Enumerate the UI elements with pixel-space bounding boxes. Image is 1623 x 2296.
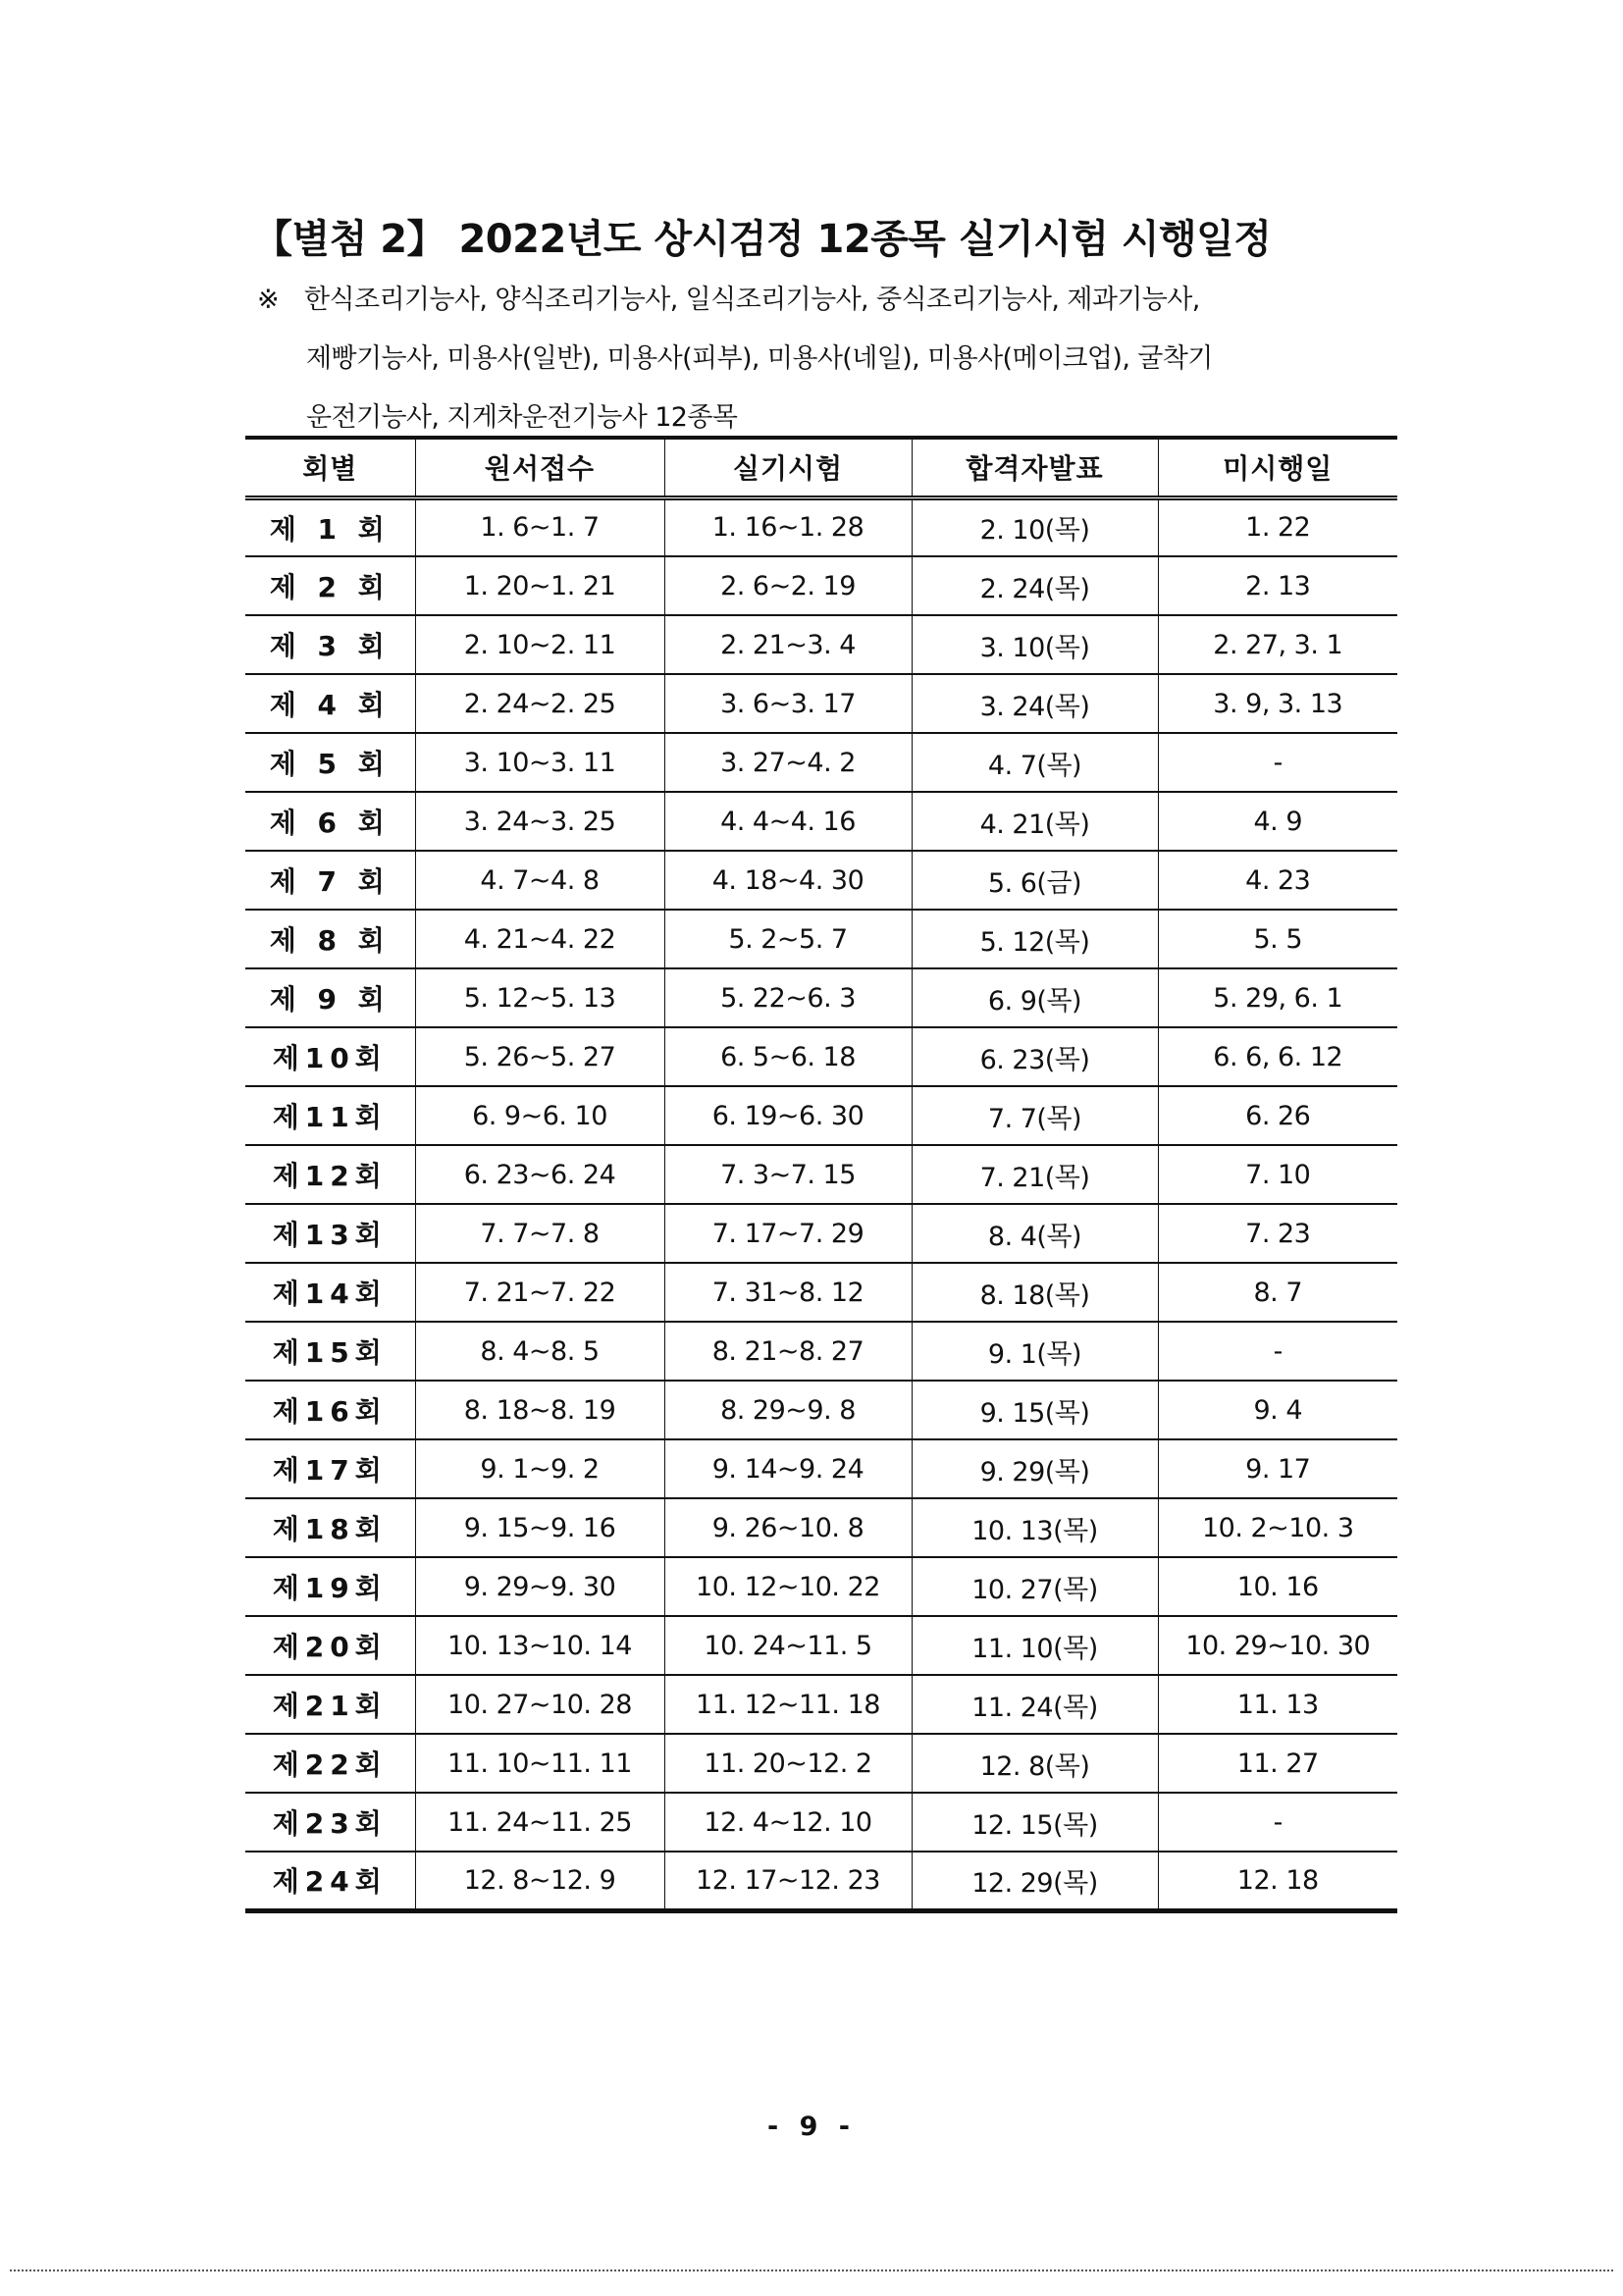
cell-practical-exam: 4. 18~4. 30 xyxy=(664,851,912,910)
cell-practical-exam: 11. 20~12. 2 xyxy=(664,1734,912,1793)
cell-results: 7. 21(목) xyxy=(912,1145,1158,1204)
header-round: 회별 xyxy=(245,438,415,497)
cell-application: 2. 10~2. 11 xyxy=(415,615,664,674)
cell-no-exam-days: 11. 27 xyxy=(1158,1734,1397,1793)
cell-application: 11. 10~11. 11 xyxy=(415,1734,664,1793)
cell-results: 2. 10(목) xyxy=(912,497,1158,556)
table-row xyxy=(245,1204,1397,1263)
table-row xyxy=(245,1852,1397,1910)
table-row xyxy=(245,1381,1397,1439)
cell-no-exam-days: 4. 9 xyxy=(1158,792,1397,851)
header-no-exam-days: 미시행일 xyxy=(1158,438,1397,497)
cell-no-exam-days: 6. 26 xyxy=(1158,1086,1397,1145)
table-row xyxy=(245,910,1397,968)
table-row xyxy=(245,1616,1397,1675)
cell-no-exam-days: 6. 6, 6. 12 xyxy=(1158,1027,1397,1086)
cell-round: 제18회 xyxy=(245,1498,415,1557)
cell-round: 제17회 xyxy=(245,1439,415,1498)
cell-practical-exam: 7. 3~7. 15 xyxy=(664,1145,912,1204)
cell-application: 3. 24~3. 25 xyxy=(415,792,664,851)
cell-application: 2. 24~2. 25 xyxy=(415,674,664,733)
cell-application: 12. 8~12. 9 xyxy=(415,1852,664,1910)
table-row xyxy=(245,851,1397,910)
cell-no-exam-days: 9. 4 xyxy=(1158,1381,1397,1439)
cell-results: 3. 24(목) xyxy=(912,674,1158,733)
cell-no-exam-days: - xyxy=(1158,1322,1397,1381)
note-block xyxy=(257,271,1444,447)
table-row xyxy=(245,1675,1397,1734)
cell-application: 9. 1~9. 2 xyxy=(415,1439,664,1498)
cell-application: 1. 20~1. 21 xyxy=(415,556,664,615)
table-row xyxy=(245,1145,1397,1204)
cell-no-exam-days: 11. 13 xyxy=(1158,1675,1397,1734)
cell-application: 11. 24~11. 25 xyxy=(415,1793,664,1852)
cell-practical-exam: 7. 31~8. 12 xyxy=(664,1263,912,1322)
cell-practical-exam: 8. 29~9. 8 xyxy=(664,1381,912,1439)
cell-practical-exam: 6. 5~6. 18 xyxy=(664,1027,912,1086)
cell-round: 제23회 xyxy=(245,1793,415,1852)
schedule-table xyxy=(245,436,1397,1913)
cell-results: 8. 18(목) xyxy=(912,1263,1158,1322)
header-practical-exam: 실기시험 xyxy=(664,438,912,497)
cell-application: 3. 10~3. 11 xyxy=(415,733,664,792)
table-row xyxy=(245,497,1397,556)
table-row xyxy=(245,556,1397,615)
header-results: 합격자발표 xyxy=(912,438,1158,497)
cell-no-exam-days: 5. 29, 6. 1 xyxy=(1158,968,1397,1027)
cell-practical-exam: 7. 17~7. 29 xyxy=(664,1204,912,1263)
cell-results: 3. 10(목) xyxy=(912,615,1158,674)
cell-practical-exam: 2. 21~3. 4 xyxy=(664,615,912,674)
table-row xyxy=(245,1734,1397,1793)
cell-results: 6. 9(목) xyxy=(912,968,1158,1027)
note-line-3: 운전기능사, 지게차운전기능사 12종목 xyxy=(306,402,738,433)
cell-round: 제12회 xyxy=(245,1145,415,1204)
cell-no-exam-days: 10. 16 xyxy=(1158,1557,1397,1616)
cell-results: 8. 4(목) xyxy=(912,1204,1158,1263)
table-row xyxy=(245,1557,1397,1616)
cell-round: 제15회 xyxy=(245,1322,415,1381)
cell-practical-exam: 10. 24~11. 5 xyxy=(664,1616,912,1675)
note-line-2: 제빵기능사, 미용사(일반), 미용사(피부), 미용사(네일), 미용사(메이크업), 굴착기 xyxy=(306,343,1213,374)
cell-round: 제 1 회 xyxy=(245,497,415,556)
cell-round: 제14회 xyxy=(245,1263,415,1322)
cell-practical-exam: 3. 27~4. 2 xyxy=(664,733,912,792)
cell-practical-exam: 1. 16~1. 28 xyxy=(664,497,912,556)
cell-application: 9. 15~9. 16 xyxy=(415,1498,664,1557)
cell-practical-exam: 10. 12~10. 22 xyxy=(664,1557,912,1616)
table-row xyxy=(245,792,1397,851)
cell-application: 4. 21~4. 22 xyxy=(415,910,664,968)
cell-practical-exam: 2. 6~2. 19 xyxy=(664,556,912,615)
cell-practical-exam: 12. 17~12. 23 xyxy=(664,1852,912,1910)
cell-no-exam-days: 1. 22 xyxy=(1158,497,1397,556)
cell-round: 제 7 회 xyxy=(245,851,415,910)
cell-no-exam-days: - xyxy=(1158,733,1397,792)
cell-results: 9. 29(목) xyxy=(912,1439,1158,1498)
note-line-1: 한식조리기능사, 양식조리기능사, 일식조리기능사, 중식조리기능사, 제과기능사, xyxy=(304,285,1200,315)
cell-results: 4. 21(목) xyxy=(912,792,1158,851)
cell-results: 6. 23(목) xyxy=(912,1027,1158,1086)
table-row xyxy=(245,1498,1397,1557)
cell-results: 7. 7(목) xyxy=(912,1086,1158,1145)
cell-round: 제 5 회 xyxy=(245,733,415,792)
cell-no-exam-days: 2. 13 xyxy=(1158,556,1397,615)
cell-no-exam-days: 10. 29~10. 30 xyxy=(1158,1616,1397,1675)
cell-results: 9. 1(목) xyxy=(912,1322,1158,1381)
header-application: 원서접수 xyxy=(415,438,664,497)
cell-no-exam-days: 3. 9, 3. 13 xyxy=(1158,674,1397,733)
cell-round: 제 6 회 xyxy=(245,792,415,851)
cell-results: 11. 24(목) xyxy=(912,1675,1158,1734)
cell-no-exam-days: 7. 10 xyxy=(1158,1145,1397,1204)
table-row xyxy=(245,615,1397,674)
table-row xyxy=(245,1027,1397,1086)
cell-round: 제 4 회 xyxy=(245,674,415,733)
cell-practical-exam: 11. 12~11. 18 xyxy=(664,1675,912,1734)
cell-practical-exam: 5. 2~5. 7 xyxy=(664,910,912,968)
cell-practical-exam: 4. 4~4. 16 xyxy=(664,792,912,851)
cell-no-exam-days: 4. 23 xyxy=(1158,851,1397,910)
cell-application: 5. 12~5. 13 xyxy=(415,968,664,1027)
cell-application: 7. 21~7. 22 xyxy=(415,1263,664,1322)
cell-application: 6. 9~6. 10 xyxy=(415,1086,664,1145)
table-row xyxy=(245,733,1397,792)
cell-results: 2. 24(목) xyxy=(912,556,1158,615)
cell-no-exam-days: 12. 18 xyxy=(1158,1852,1397,1910)
table-header-row xyxy=(245,438,1397,497)
cell-no-exam-days: 5. 5 xyxy=(1158,910,1397,968)
cell-application: 4. 7~4. 8 xyxy=(415,851,664,910)
table-row xyxy=(245,1793,1397,1852)
cell-round: 제22회 xyxy=(245,1734,415,1793)
cell-results: 5. 12(목) xyxy=(912,910,1158,968)
scan-artifact-line xyxy=(10,2270,1613,2271)
table-row xyxy=(245,1086,1397,1145)
cell-no-exam-days: 7. 23 xyxy=(1158,1204,1397,1263)
cell-practical-exam: 9. 14~9. 24 xyxy=(664,1439,912,1498)
cell-results: 10. 27(목) xyxy=(912,1557,1158,1616)
cell-results: 12. 8(목) xyxy=(912,1734,1158,1793)
cell-results: 12. 29(목) xyxy=(912,1852,1158,1910)
table-row xyxy=(245,1322,1397,1381)
cell-practical-exam: 9. 26~10. 8 xyxy=(664,1498,912,1557)
cell-round: 제16회 xyxy=(245,1381,415,1439)
cell-no-exam-days: 8. 7 xyxy=(1158,1263,1397,1322)
cell-application: 6. 23~6. 24 xyxy=(415,1145,664,1204)
cell-no-exam-days: 9. 17 xyxy=(1158,1439,1397,1498)
cell-results: 9. 15(목) xyxy=(912,1381,1158,1439)
table-row xyxy=(245,1263,1397,1322)
table-body xyxy=(245,497,1397,1910)
cell-round: 제 2 회 xyxy=(245,556,415,615)
cell-application: 9. 29~9. 30 xyxy=(415,1557,664,1616)
cell-application: 8. 4~8. 5 xyxy=(415,1322,664,1381)
cell-application: 5. 26~5. 27 xyxy=(415,1027,664,1086)
cell-results: 10. 13(목) xyxy=(912,1498,1158,1557)
reference-mark-icon: ※ xyxy=(257,285,280,315)
cell-no-exam-days: 10. 2~10. 3 xyxy=(1158,1498,1397,1557)
cell-no-exam-days: 2. 27, 3. 1 xyxy=(1158,615,1397,674)
cell-application: 10. 27~10. 28 xyxy=(415,1675,664,1734)
table-row xyxy=(245,1439,1397,1498)
cell-application: 10. 13~10. 14 xyxy=(415,1616,664,1675)
cell-round: 제 8 회 xyxy=(245,910,415,968)
note-line xyxy=(257,271,1444,330)
cell-application: 8. 18~8. 19 xyxy=(415,1381,664,1439)
cell-practical-exam: 12. 4~12. 10 xyxy=(664,1793,912,1852)
cell-practical-exam: 8. 21~8. 27 xyxy=(664,1322,912,1381)
cell-practical-exam: 3. 6~3. 17 xyxy=(664,674,912,733)
cell-round: 제 9 회 xyxy=(245,968,415,1027)
cell-application: 7. 7~7. 8 xyxy=(415,1204,664,1263)
cell-practical-exam: 5. 22~6. 3 xyxy=(664,968,912,1027)
cell-no-exam-days: - xyxy=(1158,1793,1397,1852)
cell-round: 제21회 xyxy=(245,1675,415,1734)
cell-round: 제19회 xyxy=(245,1557,415,1616)
table-row xyxy=(245,968,1397,1027)
cell-practical-exam: 6. 19~6. 30 xyxy=(664,1086,912,1145)
cell-round: 제20회 xyxy=(245,1616,415,1675)
cell-results: 11. 10(목) xyxy=(912,1616,1158,1675)
cell-round: 제24회 xyxy=(245,1852,415,1910)
cell-application: 1. 6~1. 7 xyxy=(415,497,664,556)
document-title: 【별첨 2】 2022년도 상시검정 12종목 실기시험 시행일정 xyxy=(253,217,1272,262)
table-row xyxy=(245,674,1397,733)
cell-results: 5. 6(금) xyxy=(912,851,1158,910)
cell-round: 제13회 xyxy=(245,1204,415,1263)
cell-round: 제 3 회 xyxy=(245,615,415,674)
cell-round: 제10회 xyxy=(245,1027,415,1086)
cell-results: 4. 7(목) xyxy=(912,733,1158,792)
page-number: - 9 - xyxy=(767,2112,856,2142)
cell-results: 12. 15(목) xyxy=(912,1793,1158,1852)
cell-round: 제11회 xyxy=(245,1086,415,1145)
